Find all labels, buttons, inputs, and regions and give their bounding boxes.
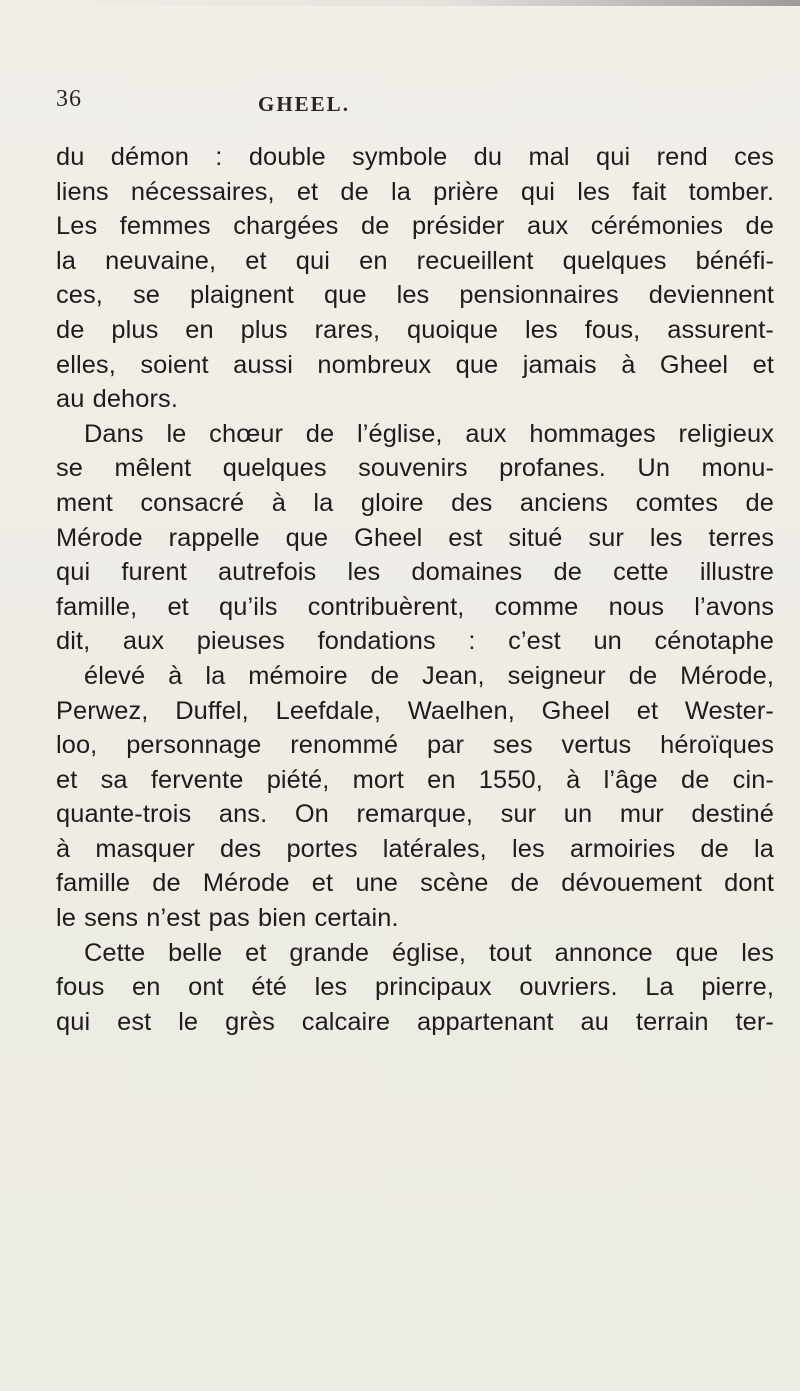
paragraph-3 bbox=[56, 936, 774, 1040]
text-line: élevé à la mémoire de Jean, seigneur de Mérode, bbox=[84, 661, 774, 690]
text-line: famille, et qu’ils contribuèrent, comme nous l’avons bbox=[56, 592, 774, 621]
text-line: de plus en plus rares, quoique les fous, assurent- bbox=[56, 315, 774, 344]
text-line: au dehors. bbox=[56, 385, 178, 414]
page-top-edge-shadow bbox=[0, 0, 800, 6]
text-line: à masquer des portes latérales, les armoiries de la bbox=[56, 834, 774, 863]
paragraph-1 bbox=[56, 140, 774, 417]
text-line: le sens n’est pas bien certain. bbox=[56, 904, 399, 933]
text-line: se mêlent quelques souvenirs profanes. Un monu- bbox=[56, 454, 774, 483]
text-line: Perwez, Duffel, Leefdale, Waelhen, Gheel et Wester- bbox=[56, 696, 774, 725]
text-line: qui furent autrefois les domaines de cette illustre bbox=[56, 558, 774, 587]
text-line: fous en ont été les principaux ouvriers. La pierre, bbox=[56, 973, 774, 1002]
text-line: qui est le grès calcaire appartenant au terrain ter- bbox=[56, 1007, 774, 1036]
paragraph-2 bbox=[56, 417, 774, 936]
text-line: du démon : double symbole du mal qui rend ces bbox=[56, 143, 774, 171]
text-line: la neuvaine, et qui en recueillent quelques bénéfi- bbox=[56, 246, 774, 275]
text-line: loo, personnage renommé par ses vertus héroïques bbox=[56, 731, 774, 760]
running-head bbox=[56, 86, 756, 120]
body-text bbox=[56, 140, 774, 1039]
text-line: ces, se plaignent que les pensionnaires deviennent bbox=[56, 281, 774, 310]
text-line: elles, soient aussi nombreux que jamais à Gheel et bbox=[56, 350, 774, 379]
text-line: Cette belle et grande église, tout annonce que les bbox=[84, 938, 774, 967]
text-line: et sa fervente piété, mort en 1550, à l’âge de cin- bbox=[56, 765, 774, 794]
page-header-title: GHEEL. bbox=[258, 92, 350, 116]
text-line: Les femmes chargées de présider aux cérémonies de bbox=[56, 212, 774, 241]
text-line: dit, aux pieuses fondations : c’est un cénotaphe bbox=[56, 627, 774, 656]
page-number: 36 bbox=[56, 86, 82, 112]
text-line: Mérode rappelle que Gheel est situé sur les terres bbox=[56, 523, 774, 552]
text-line: famille de Mérode et une scène de dévouement dont bbox=[56, 869, 774, 898]
text-line: liens nécessaires, et de la prière qui les fait tomber. bbox=[56, 177, 774, 206]
text-line: quante-trois ans. On remarque, sur un mur destiné bbox=[56, 800, 774, 829]
text-line: ment consacré à la gloire des anciens comtes de bbox=[56, 488, 774, 517]
text-line: Dans le chœur de l’église, aux hommages religieux bbox=[84, 419, 774, 448]
